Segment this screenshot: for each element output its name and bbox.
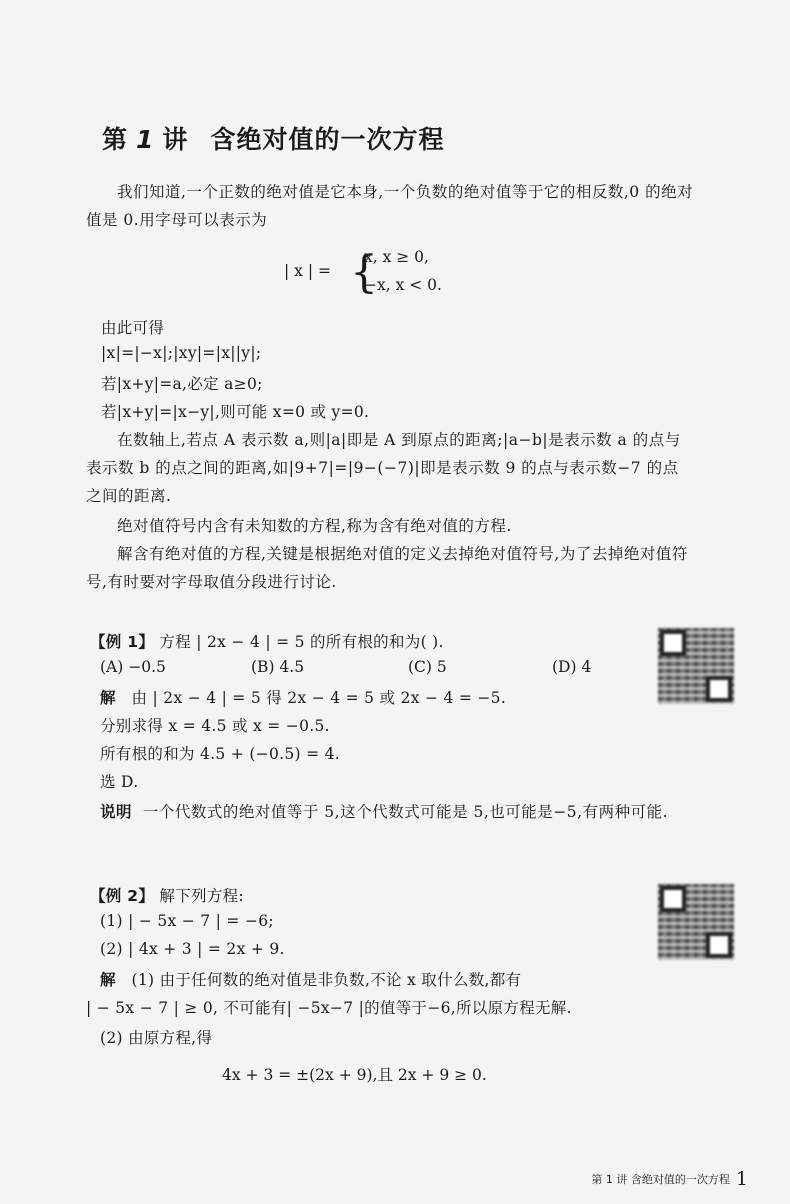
cases-lhs: | x | = bbox=[284, 262, 331, 280]
title-prefix: 第 bbox=[102, 125, 129, 154]
example-1-solution-1: 由 | 2x − 4 | = 5 得 2x − 4 = 5 或 2x − 4 = −5. bbox=[131, 689, 507, 707]
property-3: 若|x+y|=|x−y|,则可能 x=0 或 y=0. bbox=[101, 403, 370, 421]
footer-chapter: 第 1 讲 含绝对值的一次方程 bbox=[591, 1173, 730, 1186]
example-1-solution-2: 分别求得 x = 4.5 或 x = −0.5. bbox=[100, 717, 330, 735]
intro-paragraph-1: 我们知道,一个正数的绝对值是它本身,一个负数的绝对值等于它的相反数,0 的绝对值是 0.用字母可以表示为 bbox=[86, 183, 694, 229]
property-1: |x|=|−x|;|xy|=|x||y|; bbox=[101, 344, 262, 362]
example-1-question-line bbox=[90, 630, 444, 652]
option-a: (A) −0.5 bbox=[100, 658, 166, 676]
example-2-solution-1b: | − 5x − 7 | ≥ 0, 不可能有| −5x−7 |的值等于−6,所以原方程无解. bbox=[86, 999, 572, 1017]
solution-label: 解 bbox=[100, 689, 116, 707]
option-c: (C) 5 bbox=[408, 658, 447, 676]
intro-paragraph-3: 绝对值符号内含有未知数的方程,称为含有绝对值的方程. bbox=[117, 517, 512, 535]
intro-paragraph-2: 在数轴上,若点 A 表示数 a,则|a|即是 A 到原点的距离;|a−b|是表示数 a 的点与表示数 b 的点之间的距离,如|9+7|=|9−(−7)|即是表示数 9 的点与表示数−7 的点之间的距离. bbox=[86, 431, 681, 505]
qr-code-icon[interactable] bbox=[658, 884, 734, 960]
example-1-solution-line bbox=[100, 686, 506, 708]
title-text: 含绝对值的一次方程 bbox=[210, 125, 445, 154]
example-1-solution-3: 所有根的和为 4.5 + (−0.5) = 4. bbox=[100, 745, 340, 763]
option-b: (B) 4.5 bbox=[251, 658, 305, 676]
property-2: 若|x+y|=a,必定 a≥0; bbox=[101, 375, 263, 393]
property-intro: 由此可得 bbox=[101, 319, 165, 337]
page-footer bbox=[591, 1168, 748, 1190]
solution-label: 解 bbox=[100, 971, 116, 989]
example-1-note bbox=[100, 798, 694, 826]
note-text: 一个代数式的绝对值等于 5,这个代数式可能是 5,也可能是−5,有两种可能. bbox=[142, 803, 669, 821]
qr-code-icon[interactable] bbox=[658, 628, 734, 704]
option-d: (D) 4 bbox=[552, 658, 592, 676]
example-2-question: 解下列方程: bbox=[159, 887, 244, 905]
case-negative: −x, x < 0. bbox=[364, 276, 442, 294]
example-2-question-line bbox=[90, 884, 244, 906]
note-label: 说明 bbox=[100, 803, 133, 821]
example-2-solution-2: (2) 由原方程,得 bbox=[100, 1029, 213, 1047]
page-number: 1 bbox=[735, 1168, 748, 1190]
example-1-question: 方程 | 2x − 4 | = 5 的所有根的和为( ). bbox=[159, 633, 444, 651]
example-2-label: 【例 2】 bbox=[90, 887, 155, 905]
example-2-solution-1: (1) 由于任何数的绝对值是非负数,不论 x 取什么数,都有 bbox=[131, 971, 522, 989]
page-title bbox=[102, 120, 444, 156]
intro-paragraph-4: 解含有绝对值的方程,关键是根据绝对值的定义去掉绝对值符号,为了去掉绝对值符号,有时要对字母取值分段进行讨论. bbox=[86, 545, 688, 591]
example-1-solution-4: 选 D. bbox=[100, 773, 139, 791]
example-2-question-1: (1) | − 5x − 7 | = −6; bbox=[100, 912, 274, 930]
case-positive: x, x ≥ 0, bbox=[364, 248, 429, 266]
example-1-label: 【例 1】 bbox=[90, 633, 155, 651]
title-suffix: 讲 bbox=[162, 125, 189, 154]
example-2-question-2: (2) | 4x + 3 | = 2x + 9. bbox=[100, 940, 285, 958]
brace-icon: { bbox=[350, 247, 378, 298]
example-2-solution-line bbox=[100, 968, 521, 990]
example-2-equation: 4x + 3 = ±(2x + 9),且 2x + 9 ≥ 0. bbox=[222, 1066, 487, 1084]
title-number: 1 bbox=[136, 125, 155, 154]
